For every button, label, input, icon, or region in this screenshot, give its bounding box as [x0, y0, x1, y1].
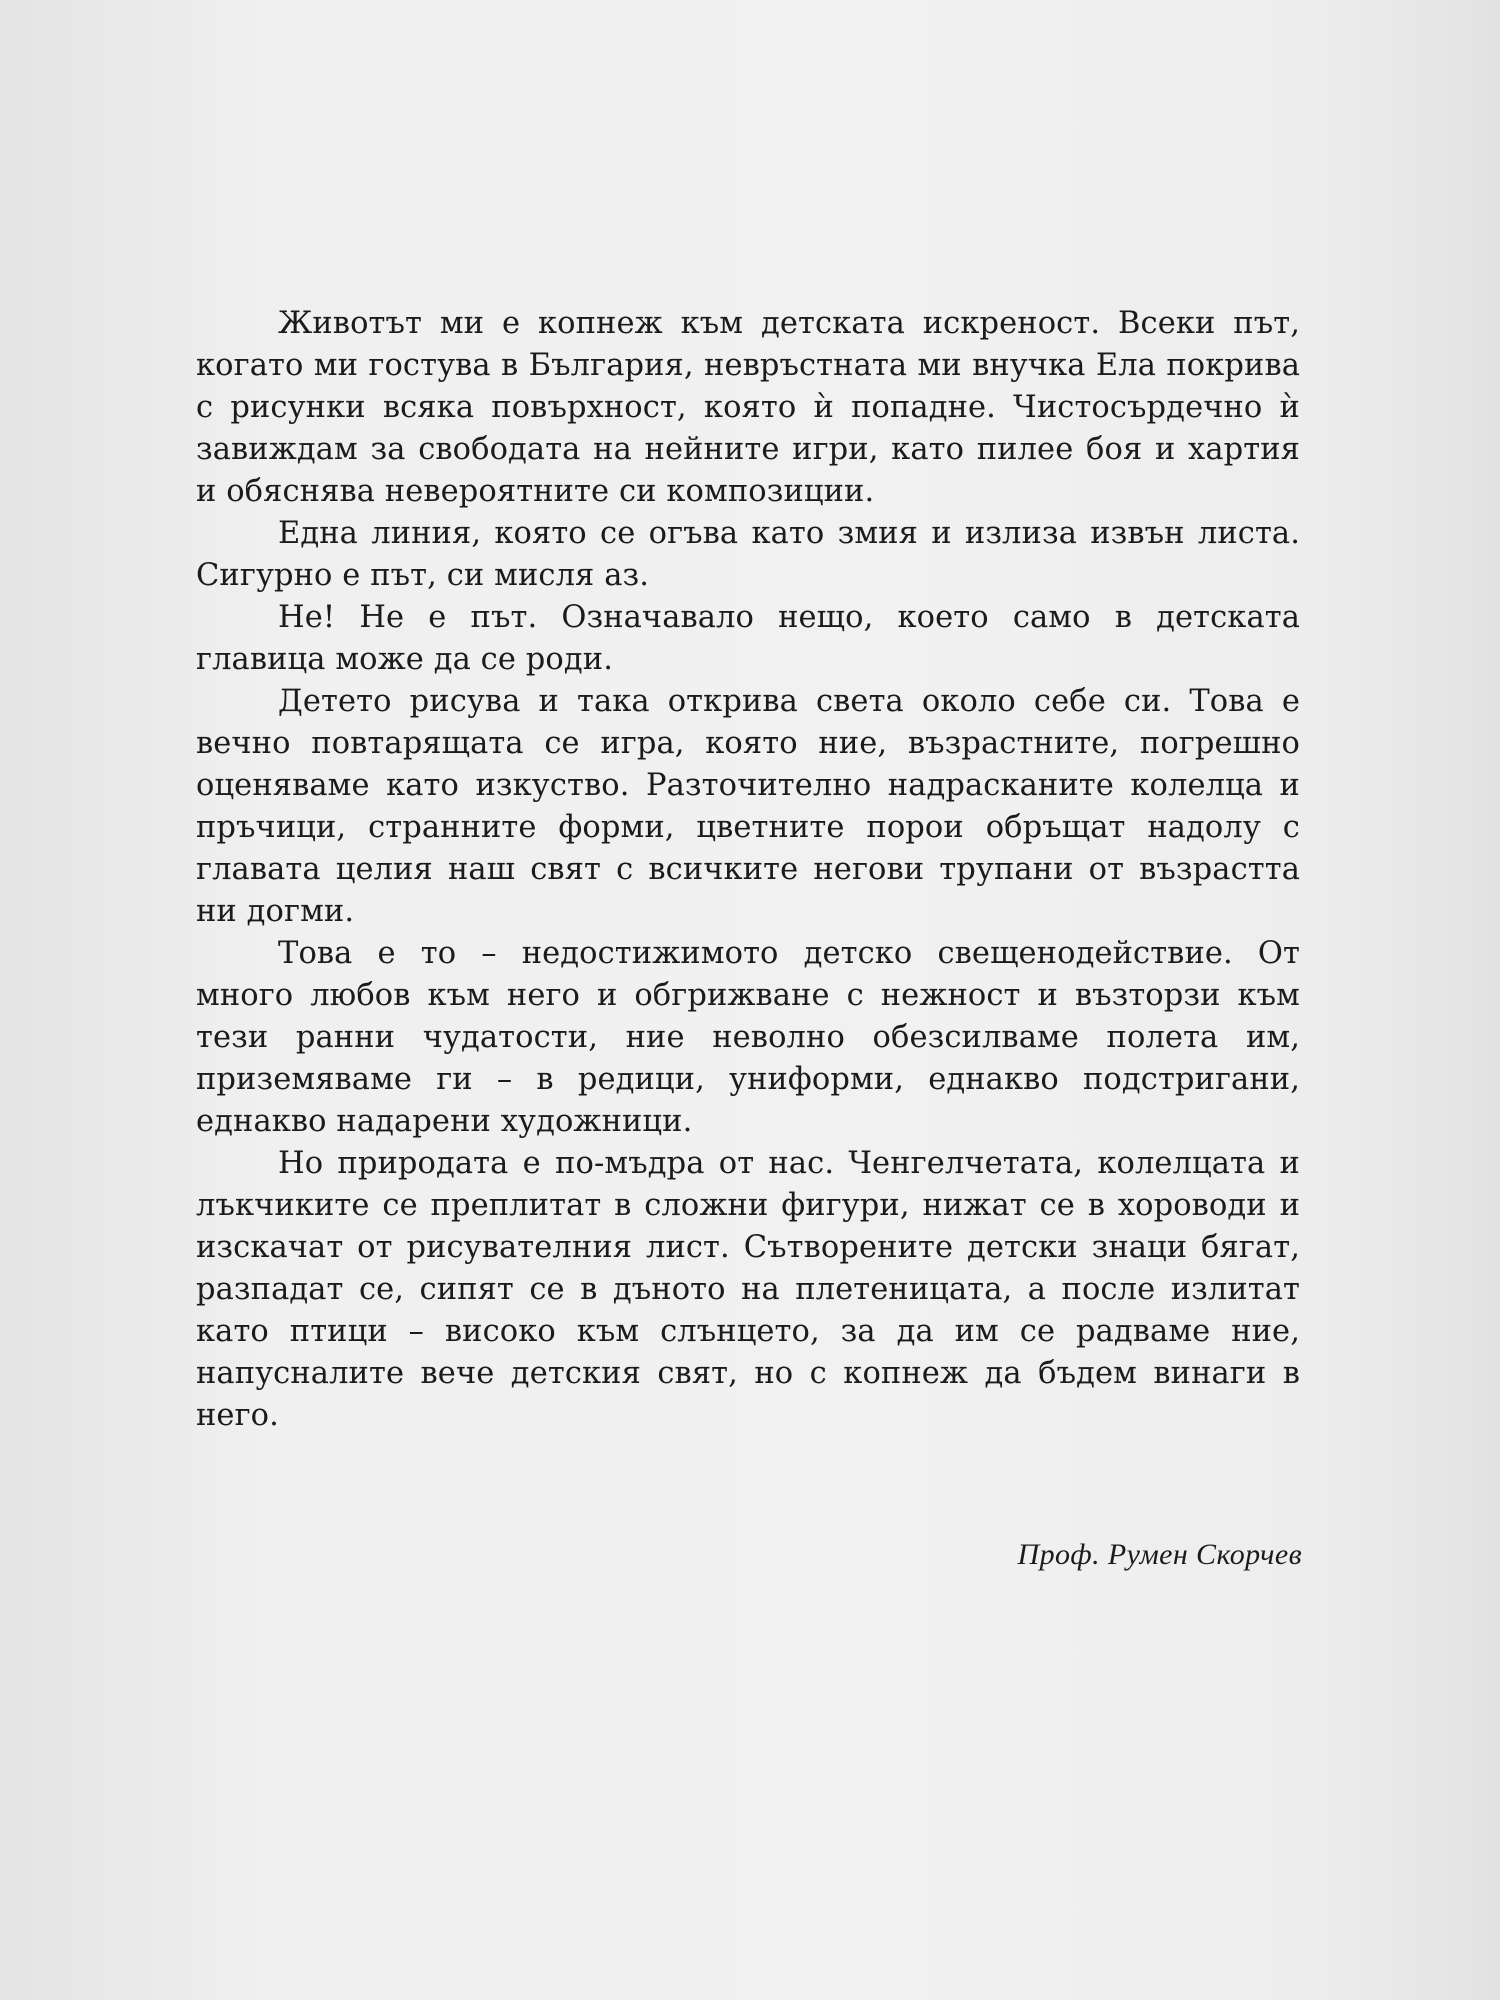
body-text: [196, 303, 1300, 1437]
paragraph-5: Това е то – недостижимото детско свещенодействие. От много любов към него и обгрижване с нежност и възторзи към тези ранни чудатости, ние неволно обезсилваме полета им, приземяваме ги – в редици, униформи, еднакво подстригани, еднакво надарени художници.: [196, 936, 1300, 1139]
paragraph-3: Не! Не е път. Означавало нещо, което само в детската главица може да се роди.: [196, 600, 1300, 677]
paragraph-2: Една линия, която се огъва като змия и излиза извън листа. Сигурно е път, си мисля аз.: [196, 516, 1300, 593]
paragraph-6: Но природата е по-мъдра от нас. Ченгелчетата, колелцата и лъкчиките се преплитат в сложни фигури, нижат се в хороводи и изскачат от рисувателния лист. Сътворените детски знаци бягат, разпадат се, сипят се в дъното на плетеницата, а после излитат като птици – високо към слънцето, за да им се радваме ние, напусналите вече детския свят, но с копнеж да бъдем винаги в него.: [196, 1146, 1300, 1433]
paragraph-4: Детето рисува и така открива света около себе си. Това е вечно повтарящата се игра, която ние, възрастните, погрешно оценяваме като изкуство. Разточително надрасканите колелца и пръчици, странните форми, цветните порои обръщат надолу с главата целия наш свят с всичките негови трупани от възрастта ни догми.: [196, 684, 1300, 929]
author-signature: Проф. Румен Скорчев: [1017, 1538, 1302, 1571]
paragraph-1: Животът ми е копнеж към детската искреност. Всеки път, когато ми гостува в България, невръстната ми внучка Ела покрива с рисунки всяка повърхност, която ѝ попадне. Чистосърдечно ѝ завиждам за свободата на нейните игри, като пилее боя и хартия и обяснява невероятните си композиции.: [196, 306, 1300, 509]
